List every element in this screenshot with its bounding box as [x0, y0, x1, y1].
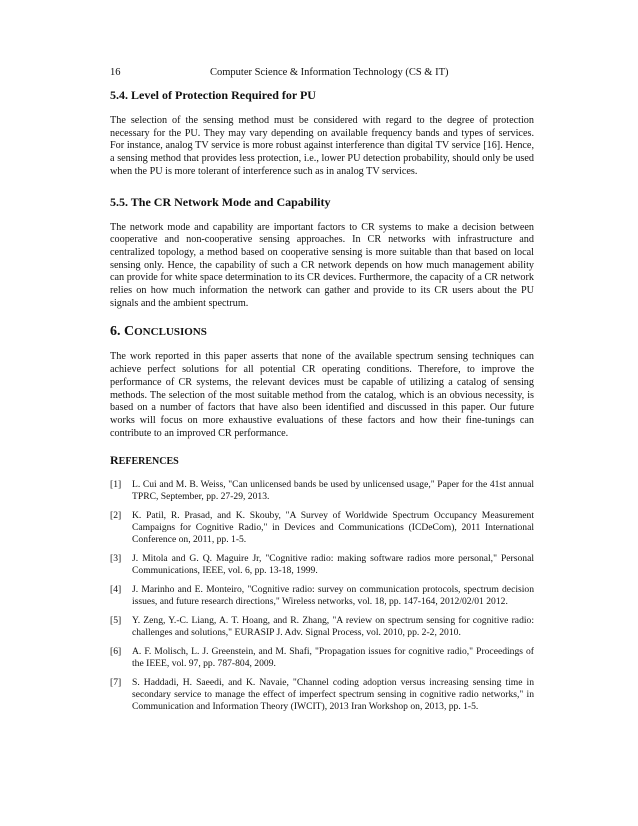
reference-item	[110, 510, 534, 546]
running-header	[110, 66, 534, 80]
section-5-5-body: The network mode and capability are important factors to CR systems to make a decision between cooperative and non-cooperative sensing approaches. In CR networks with infrastructure and centralized topology, a method based on cooperative sensing is more suitable than that based on local sensing only. Hence, the capability of such a CR network depends on how much management ability can provide for white space determination to its CR devices. Furthermore, the capacity of a CR network relies on how much information the network can gather and provide to its CR users about the PU signals and the ambient spectrum.	[110, 221, 534, 309]
reference-item	[110, 677, 534, 713]
reference-tag: [1]	[110, 479, 122, 491]
references-list	[110, 479, 534, 713]
page-number: 16	[110, 67, 121, 78]
section-5-5-title: 5.5. The CR Network Mode and Capability	[110, 194, 331, 209]
reference-text: L. Cui and M. B. Weiss, "Can unlicensed bands be used by unlicensed usage," Paper for the 41st annual TPRC, September, pp. 27-29, 2013.	[132, 479, 534, 503]
reference-tag: [3]	[110, 553, 122, 565]
section-5-4-title: 5.4. Level of Protection Required for PU	[110, 88, 316, 102]
references-heading	[110, 453, 534, 469]
journal-title: Computer Science & Information Technology (CS & IT)	[210, 67, 449, 78]
reference-text: J. Marinho and E. Monteiro, "Cognitive radio: survey on communication protocols, spectrum decision issues, and future research directions," Wireless networks, vol. 18, pp. 147-164, 2012/02/01 2012.	[132, 584, 534, 608]
page	[110, 66, 534, 713]
conclusions-heading	[110, 323, 534, 341]
reference-tag: [2]	[110, 510, 122, 522]
reference-item	[110, 646, 534, 670]
reference-item	[110, 553, 534, 577]
reference-item	[110, 479, 534, 503]
reference-text: J. Mitola and G. Q. Maguire Jr, "Cognitive radio: making software radios more personal," Personal Communications, IEEE, vol. 6, pp. 13-18, 1999.	[132, 553, 534, 577]
reference-tag: [4]	[110, 584, 122, 596]
reference-item	[110, 615, 534, 639]
reference-tag: [6]	[110, 646, 122, 658]
conclusions-heading-rest: ONCLUSIONS	[134, 326, 207, 339]
reference-text: A. F. Molisch, L. J. Greenstein, and M. Shafi, "Propagation issues for cognitive radio," Proceedings of the IEEE, vol. 97, pp. 787-804, 2009.	[132, 646, 534, 670]
reference-text: K. Patil, R. Prasad, and K. Skouby, "A Survey of Worldwide Spectrum Occupancy Measurement Campaigns for Cognitive Radio," in Devices and Communications (ICDeCom), 2011 International Conference on, 2011, pp. 1-5.	[132, 510, 534, 546]
reference-tag: [5]	[110, 615, 122, 627]
reference-item	[110, 584, 534, 608]
conclusions-heading-number: 6. C	[110, 324, 135, 340]
reference-text: S. Haddadi, H. Saeedi, and K. Navaie, "Channel coding adoption versus increasing sensing time in secondary service to manage the effect of imperfect spectrum sensing in cognitive radio networks," in Communication and Information Theory (IWCIT), 2013 Iran Workshop on, 2013, pp. 1-5.	[132, 677, 534, 713]
conclusions-body: The work reported in this paper asserts that none of the available spectrum sensing techniques can achieve perfect solutions for all potential CR operating conditions. Therefore, to improve the performance of CR systems, the relevant devices must be capable of utilizing a catalog of sensing methods. The selection of the most suitable method from the catalog, which is an obvious necessity, is based on a number of factors that have also been identified and discussed in this paper. Our future works will focus on more exhaustive evaluations of these factors and how their fine-tunings can contribute to an improved CR performance.	[110, 351, 534, 439]
section-5-4-body: The selection of the sensing method must be considered with regard to the degree of protection necessary for the PU. They may vary depending on available frequency bands and types of services. For instance, analog TV service is more robust against interference than digital TV service [16]. Hence, a sensing method that provides less protection, i.e., lower PU detection probability, should only be used when the PU is more tolerant of interference such as in analog TV services.	[110, 115, 534, 177]
references-heading-first: R	[110, 453, 119, 468]
reference-text: Y. Zeng, Y.-C. Liang, A. T. Hoang, and R. Zhang, "A review on spectrum sensing for cognitive radio: challenges and solutions," EURASIP J. Adv. Signal Process, vol. 2010, pp. 2-2, 2010.	[132, 615, 534, 639]
reference-tag: [7]	[110, 677, 122, 689]
references-heading-rest: EFERENCES	[118, 456, 179, 468]
